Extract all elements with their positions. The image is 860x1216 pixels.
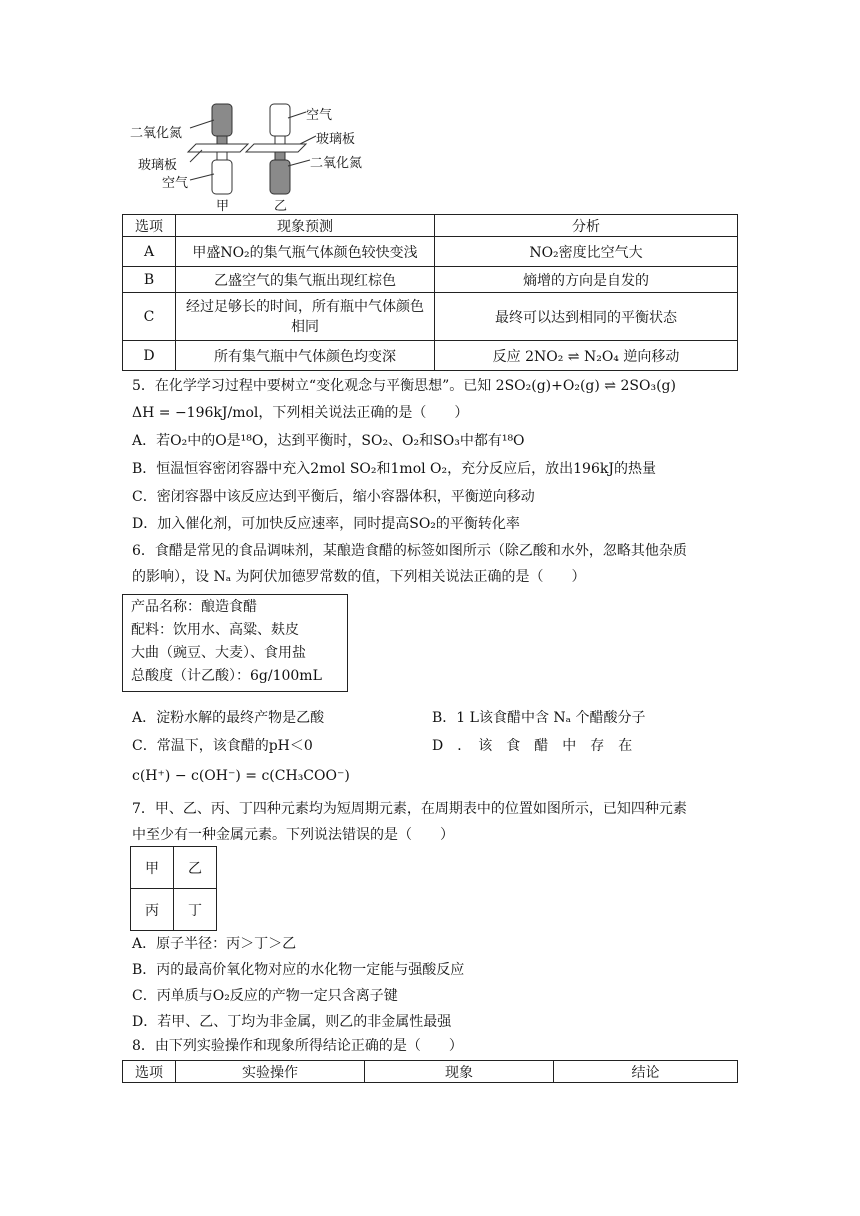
q8-header-phenomenon: 现象 — [365, 1061, 554, 1083]
vinegar-label-box — [122, 594, 348, 692]
q4-row — [123, 341, 738, 371]
periodic-table-fragment — [130, 846, 217, 931]
q6-option-d-equation: c(H⁺) − c(OH⁻) = c(CH₃COO⁻) — [132, 768, 350, 784]
q8-header-conclusion: 结论 — [554, 1061, 738, 1083]
q8-table — [122, 1060, 738, 1083]
q4-header-phenomenon: 现象预测 — [176, 215, 435, 237]
q8-header-operation: 实验操作 — [176, 1061, 365, 1083]
q5-option-c: C．密闭容器中该反应达到平衡后，缩小容器体积，平衡逆向移动 — [132, 489, 535, 505]
label-no2-left: 二氧化氮 — [130, 126, 183, 141]
q4-row — [123, 293, 738, 341]
caption-yi: 乙 — [274, 199, 288, 214]
q5-stem-line1: 5．在化学学习过程中要树立“变化观念与平衡思想”。已知 2SO₂(g)+O₂(g) ⇌ 2SO₃(g) — [132, 378, 676, 394]
q5-option-b: B．恒温恒容密闭容器中充入2mol SO₂和1mol O₂，充分反应后，放出196kJ的热量 — [132, 461, 656, 477]
q4-phenomenon: 所有集气瓶中气体颜色均变深 — [176, 341, 435, 371]
q4-analysis: 熵增的方向是自发的 — [435, 267, 738, 293]
q6-stem-line2: 的影响），设 Nₐ 为阿伏加德罗常数的值，下列相关说法正确的是（ ） — [132, 569, 586, 585]
cell-jia: 甲 — [131, 847, 174, 889]
q6-option-a: A．淀粉水解的最终产物是乙酸 — [132, 710, 325, 726]
q4-analysis: 最终可以达到相同的平衡状态 — [435, 293, 738, 341]
label-no2-right: 二氧化氮 — [310, 156, 363, 171]
q4-row — [123, 267, 738, 293]
q5-option-a: A．若O₂中的O是¹⁸O，达到平衡时，SO₂、O₂和SO₃中都有¹⁸O — [132, 433, 525, 449]
q4-phenomenon: 乙盛空气的集气瓶出现红棕色 — [176, 267, 435, 293]
label-air-right: 空气 — [306, 108, 333, 123]
q4-row — [123, 237, 738, 267]
q4-header-analysis: 分析 — [435, 215, 738, 237]
q6-option-b: B．1 L该食醋中含 Nₐ 个醋酸分子 — [432, 710, 646, 726]
q4-analysis: 反应 2NO₂ ⇌ N₂O₄ 逆向移动 — [435, 341, 738, 371]
q4-option: A — [123, 237, 176, 267]
q4-table — [122, 214, 738, 371]
label-glass-left: 玻璃板 — [138, 158, 178, 173]
label-air-left: 空气 — [162, 176, 189, 191]
q4-phenomenon: 经过足够长的时间，所有瓶中气体颜色相同 — [176, 293, 435, 341]
q8-stem: 8．由下列实验操作和现象所得结论正确的是（ ） — [132, 1038, 463, 1054]
q4-option: D — [123, 341, 176, 371]
vinegar-label-line: 大曲（豌豆、大麦）、食用盐 — [131, 645, 306, 661]
q7-option-d: D．若甲、乙、丁均为非金属，则乙的非金属性最强 — [132, 1014, 452, 1030]
vinegar-label-line: 产品名称：酿造食醋 — [131, 599, 257, 615]
q6-stem-line1: 6．食醋是常见的食品调味剂，某酿造食醋的标签如图所示（除乙酸和水外，忽略其他杂质 — [132, 543, 687, 559]
caption-jia: 甲 — [216, 199, 230, 214]
q4-option: B — [123, 267, 176, 293]
cell-ding: 丁 — [174, 889, 217, 931]
vinegar-label-line: 总酸度（计乙酸）：6g/100mL — [131, 668, 322, 684]
q4-header-option: 选项 — [123, 215, 176, 237]
q5-stem-line2: ΔH = −196kJ/mol，下列相关说法正确的是（ ） — [132, 405, 469, 421]
q8-header-option: 选项 — [123, 1061, 176, 1083]
q6-option-c: C．常温下，该食醋的pH＜0 — [132, 738, 313, 754]
label-glass-right: 玻璃板 — [316, 132, 356, 147]
q6-option-d: D ． 该 食 醋 中 存 在 — [432, 738, 633, 754]
q7-option-c: C．丙单质与O₂反应的产物一定只含离子键 — [132, 988, 398, 1004]
cell-yi: 乙 — [174, 847, 217, 889]
q4-option: C — [123, 293, 176, 341]
q7-stem-line1: 7．甲、乙、丙、丁四种元素均为短周期元素，在周期表中的位置如图所示，已知四种元素 — [132, 801, 687, 817]
gas-jar-figure — [120, 100, 380, 212]
q4-analysis: NO₂密度比空气大 — [435, 237, 738, 267]
cell-bing: 丙 — [131, 889, 174, 931]
q7-stem-line2: 中至少有一种金属元素。下列说法错误的是（ ） — [132, 827, 454, 843]
q5-option-d: D．加入催化剂，可加快反应速率，同时提高SO₂的平衡转化率 — [132, 516, 520, 532]
vinegar-label-line: 配料：饮用水、高粱、麸皮 — [131, 622, 299, 638]
q7-option-a: A．原子半径：丙＞丁＞乙 — [132, 936, 297, 952]
q4-phenomenon: 甲盛NO₂的集气瓶气体颜色较快变浅 — [176, 237, 435, 267]
q7-option-b: B．丙的最高价氧化物对应的水化物一定能与强酸反应 — [132, 962, 465, 978]
